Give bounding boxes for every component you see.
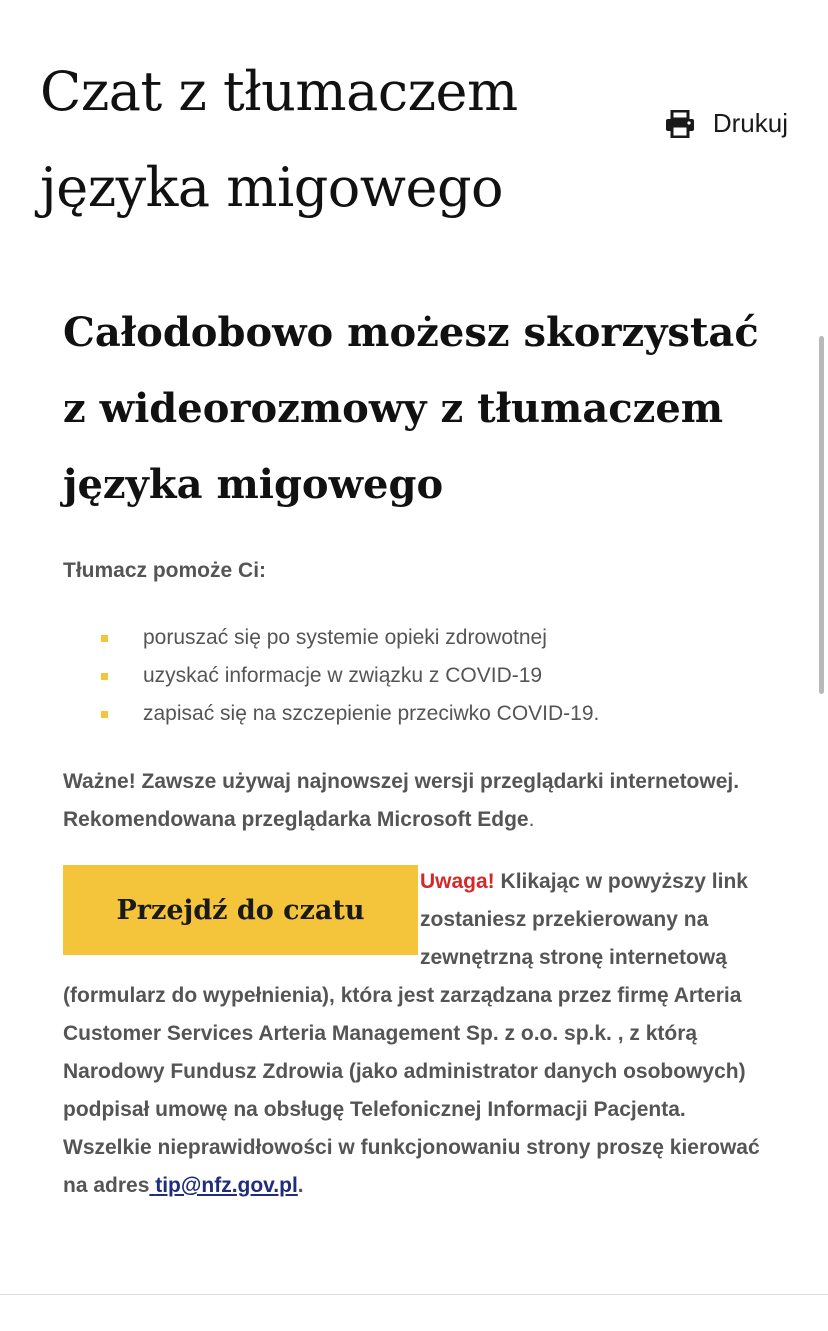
browser-notice-text: Ważne! Zawsze używaj najnowszej wersji przeglądarki internetowej. Rekomendowana przeglądarka Microsoft Edge bbox=[63, 770, 740, 831]
print-label: Drukuj bbox=[712, 108, 788, 138]
browser-notice bbox=[63, 763, 768, 839]
go-to-chat-button[interactable]: Przejdź do czatu bbox=[63, 865, 418, 955]
bullet-square-icon bbox=[101, 711, 108, 718]
main-content bbox=[63, 295, 768, 1205]
list-item: zapisać się na szczepienie przeciwko COVID-19. bbox=[101, 695, 768, 733]
print-button[interactable] bbox=[665, 108, 788, 139]
email-link[interactable]: tip@nfz.gov.pl bbox=[155, 1174, 298, 1197]
footer-divider bbox=[0, 1294, 828, 1295]
intro-text: Tłumacz pomoże Ci: bbox=[63, 559, 267, 582]
help-list bbox=[63, 619, 768, 733]
printer-icon bbox=[665, 110, 695, 138]
email-suffix: . bbox=[297, 1174, 304, 1197]
scrollbar[interactable] bbox=[819, 336, 824, 694]
bullet-square-icon bbox=[101, 635, 108, 642]
bullet-square-icon bbox=[101, 673, 108, 680]
warning-label: Uwaga! bbox=[420, 870, 495, 893]
chat-section bbox=[63, 863, 768, 1205]
page-title: Czat z tłumaczem języka migowego bbox=[40, 60, 518, 219]
list-item: poruszać się po systemie opieki zdrowotnej bbox=[101, 619, 768, 657]
browser-notice-suffix: . bbox=[528, 808, 535, 831]
main-heading: Całodobowo możesz skorzystać z wideorozmowy z tłumaczem języka migowego bbox=[63, 309, 759, 508]
warning-text: Klikając w powyższy link zostaniesz przekierowany na zewnętrzną stronę internetową (formularz do wypełnienia), która jest zarządzana przez firmę Arteria Customer Services Arteria Management Sp. z o.o. sp.k. , z którą Narodowy Fundusz Zdrowia (jako administrator danych osobowych) podpisał umowę na obsługę Telefonicznej Informacji Pacjenta. Wszelkie nieprawidłowości w funkcjonowaniu strony proszę kierować na adres bbox=[63, 870, 760, 1197]
list-item: uzyskać informacje w związku z COVID-19 bbox=[101, 657, 768, 695]
